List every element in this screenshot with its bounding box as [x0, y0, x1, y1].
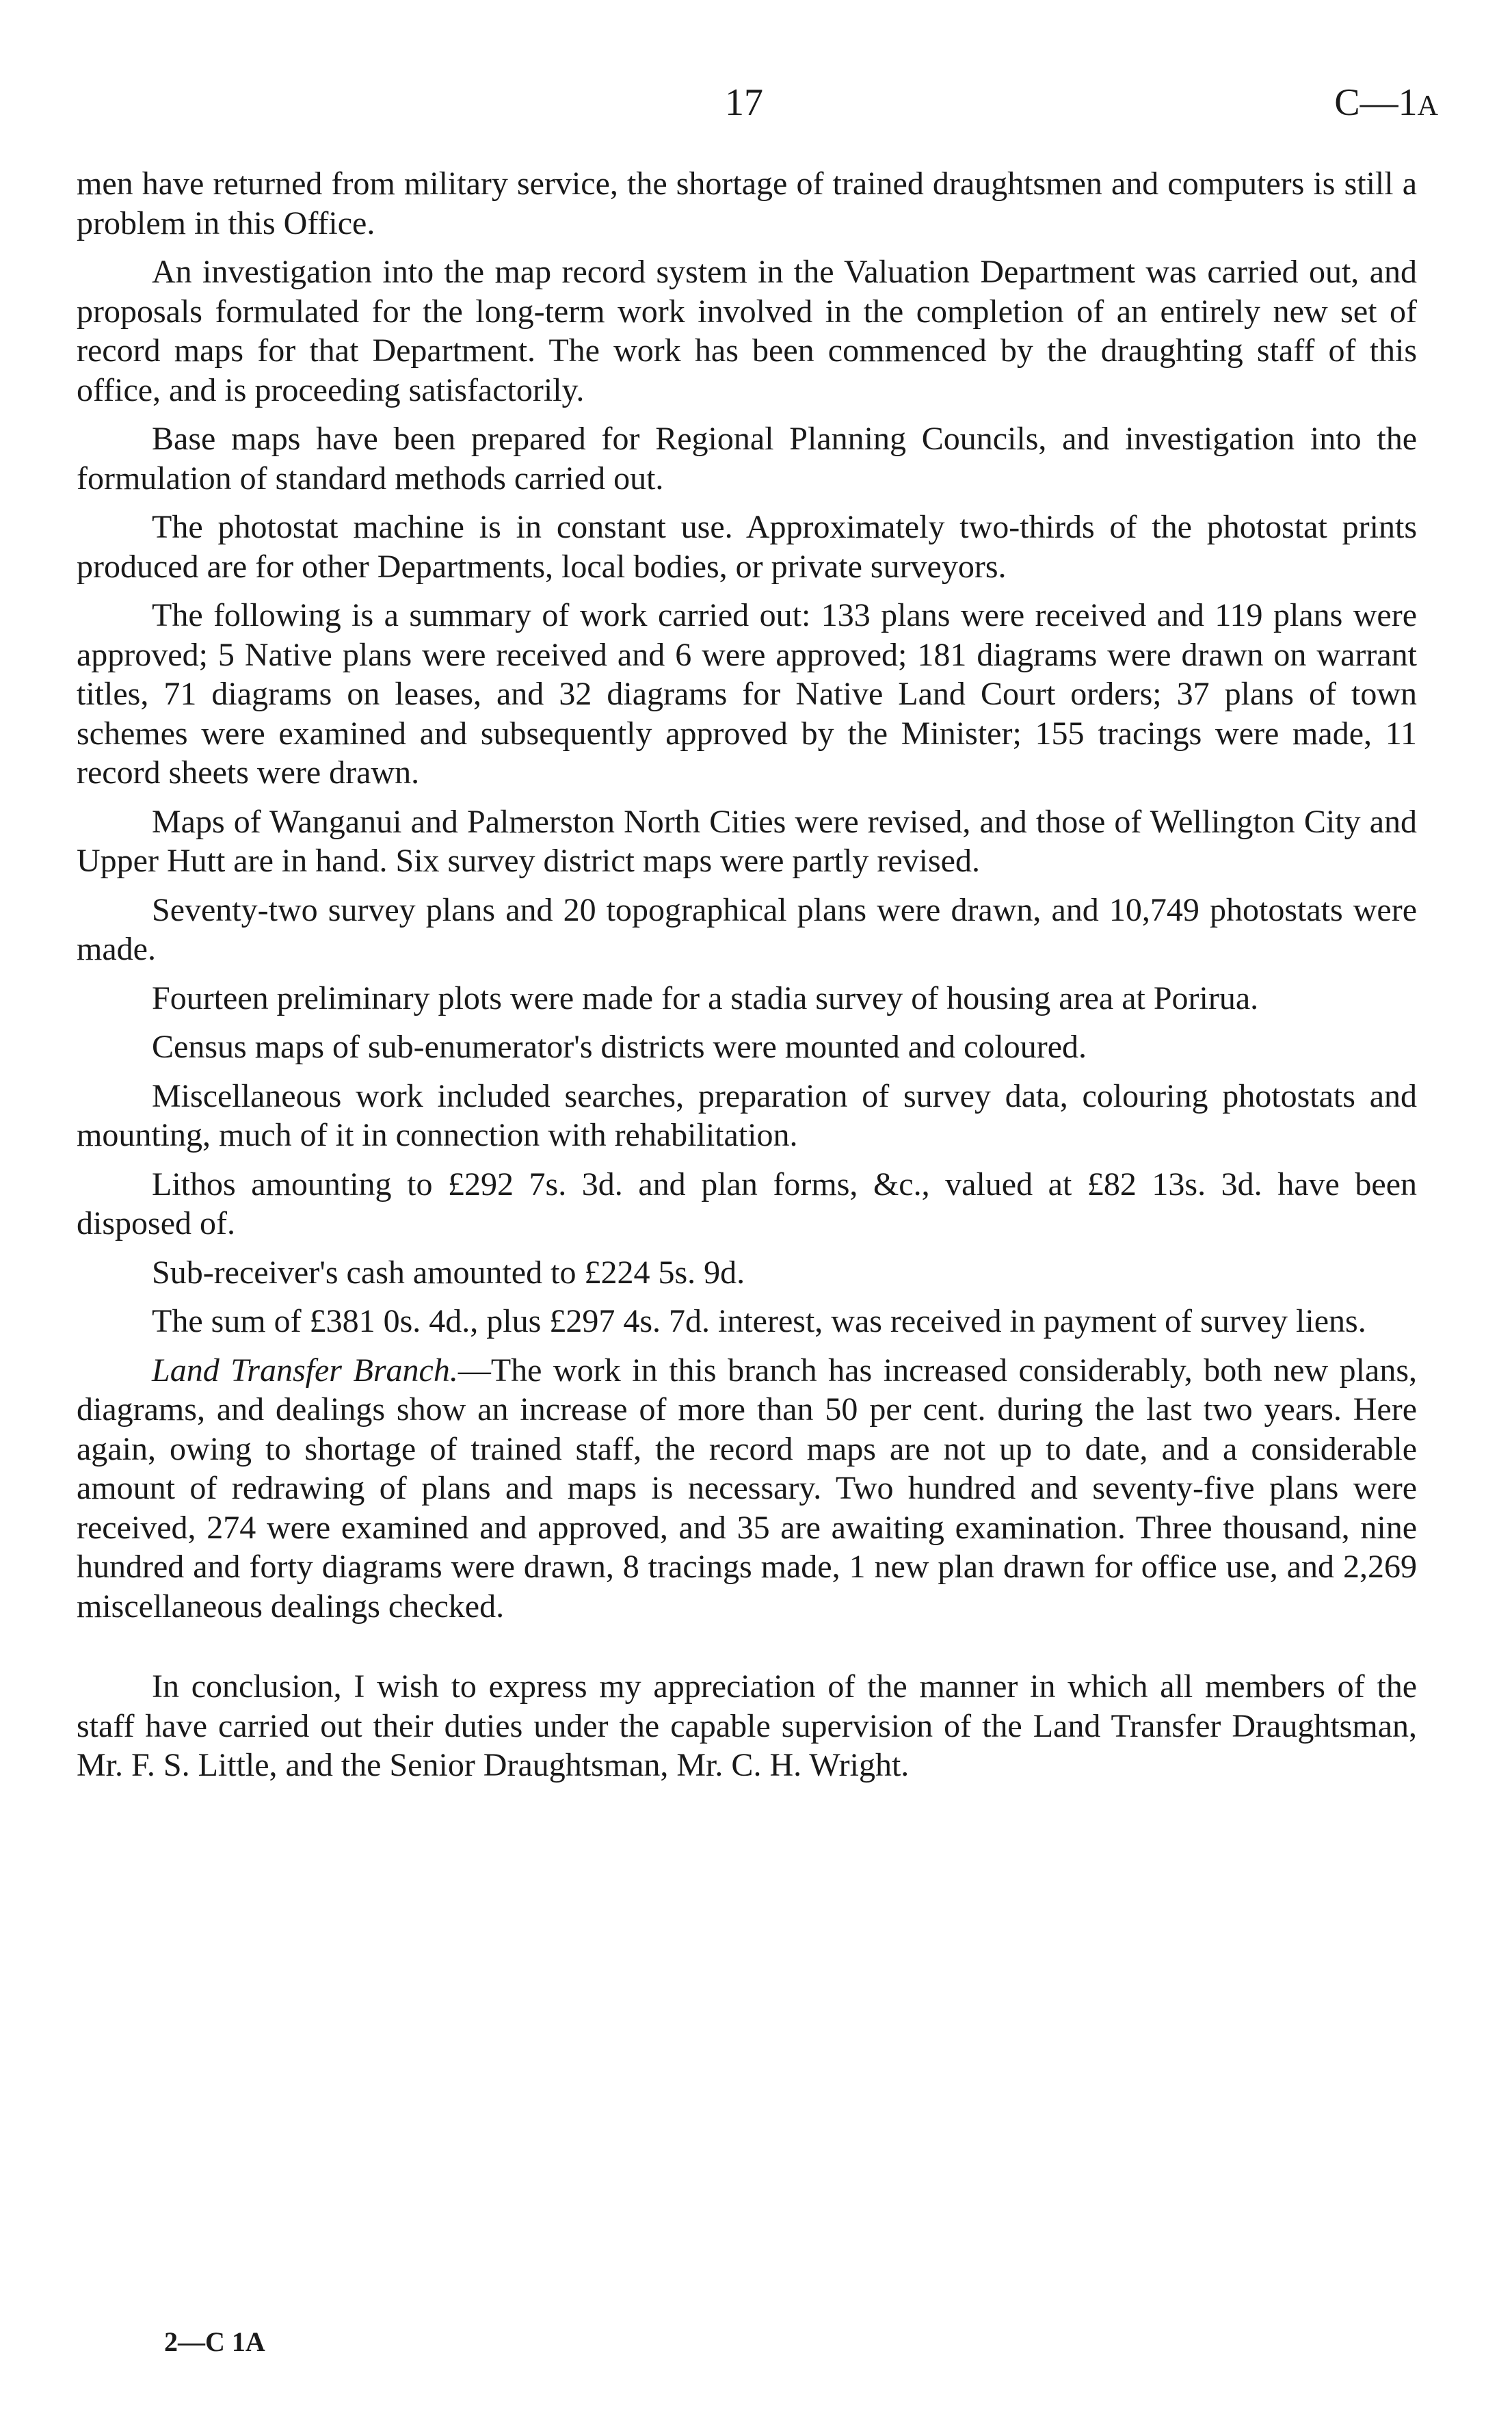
signature-reference: 2—C 1A — [164, 2326, 265, 2357]
paragraph: Lithos amounting to £292 7s. 3d. and plan forms, &c., valued at £82 13s. 3d. have been disposed of. — [77, 1166, 1417, 1241]
land-transfer-heading: Land Transfer Branch. — [152, 1352, 458, 1389]
paragraph: Sub-receiver's cash amounted to £224 5s. 9d. — [152, 1254, 745, 1291]
land-transfer-paragraph — [77, 1351, 1417, 1627]
paragraph: An investigation into the map record system in the Valuation Department was carried out, and proposals formulated for the long-term work involved in the completion of an entirely new set of record maps for that Department. The work has been commenced by the draughting staff of this office, and is proceeding satisfactorily. — [77, 254, 1417, 408]
paragraph: men have returned from military service, the shortage of trained draughtsmen and computers is still a problem in this Office. — [77, 166, 1417, 241]
land-transfer-text: —The work in this branch has increased considerably, both new plans, diagrams, and dealings show an increase of more than 50 per cent. during the last two years. Here again, owing to shortage of trained staff, the record maps are not up to date, and a considerable amount of redrawing of plans and maps is necessary. Two hundred and seventy-five plans were received, 274 were examined and approved, and 35 are awaiting examination. Three thousand, nine hundred and forty diagrams were drawn, 8 tracings made, 1 new plan drawn for office use, and 2,269 miscellaneous dealings checked. — [77, 1352, 1417, 1625]
paragraph: Maps of Wanganui and Palmerston North Cities were revised, and those of Wellington City and Upper Hutt are in hand. Six survey district maps were partly revised. — [77, 803, 1417, 879]
paragraph: Base maps have been prepared for Regional Planning Councils, and investigation into the formulation of standard methods carried out. — [77, 421, 1417, 497]
paragraph: Miscellaneous work included searches, preparation of survey data, colouring photostats and mounting, much of it in connection with rehabilitation. — [77, 1077, 1417, 1153]
paragraph: The following is a summary of work carried out: 133 plans were received and 119 plans were approved; 5 Native plans were received and 6 were approved; 181 diagrams were drawn on warrant titles, 71 diagrams on leases, and 32 diagrams for Native Land Court orders; 37 plans of town schemes were examined and subsequently approved by the Minister; 155 tracings were made, 11 record sheets were drawn. — [77, 597, 1417, 791]
page-number: 17 — [725, 81, 763, 124]
paragraph: Fourteen preliminary plots were made for a stadia survey of housing area at Porirua. — [152, 980, 1259, 1016]
paragraph: Census maps of sub-enumerator's districts were mounted and coloured. — [152, 1029, 1087, 1065]
document-reference-main: C—1 — [1334, 81, 1418, 124]
conclusion-paragraph: In conclusion, I wish to express my appreciation of the manner in which all members of the staff have carried out their duties under the capable supervision of the Land Transfer Draughtsman, Mr. F. S. Little, and the Senior Draughtsman, Mr. C. H. Wright. — [77, 1668, 1417, 1783]
page-header — [0, 81, 1512, 135]
paragraph: The photostat machine is in constant use. Approximately two-thirds of the photostat prints produced are for other Departments, local bodies, or private surveyors. — [77, 509, 1417, 585]
paragraph: The sum of £381 0s. 4d., plus £297 4s. 7d. interest, was received in payment of survey liens. — [152, 1303, 1366, 1339]
paragraph: Seventy-two survey plans and 20 topographical plans were drawn, and 10,749 photostats were made. — [77, 891, 1417, 967]
document-reference-suffix: A — [1417, 90, 1438, 122]
body-text — [77, 164, 1417, 1795]
document-reference — [1334, 81, 1438, 124]
